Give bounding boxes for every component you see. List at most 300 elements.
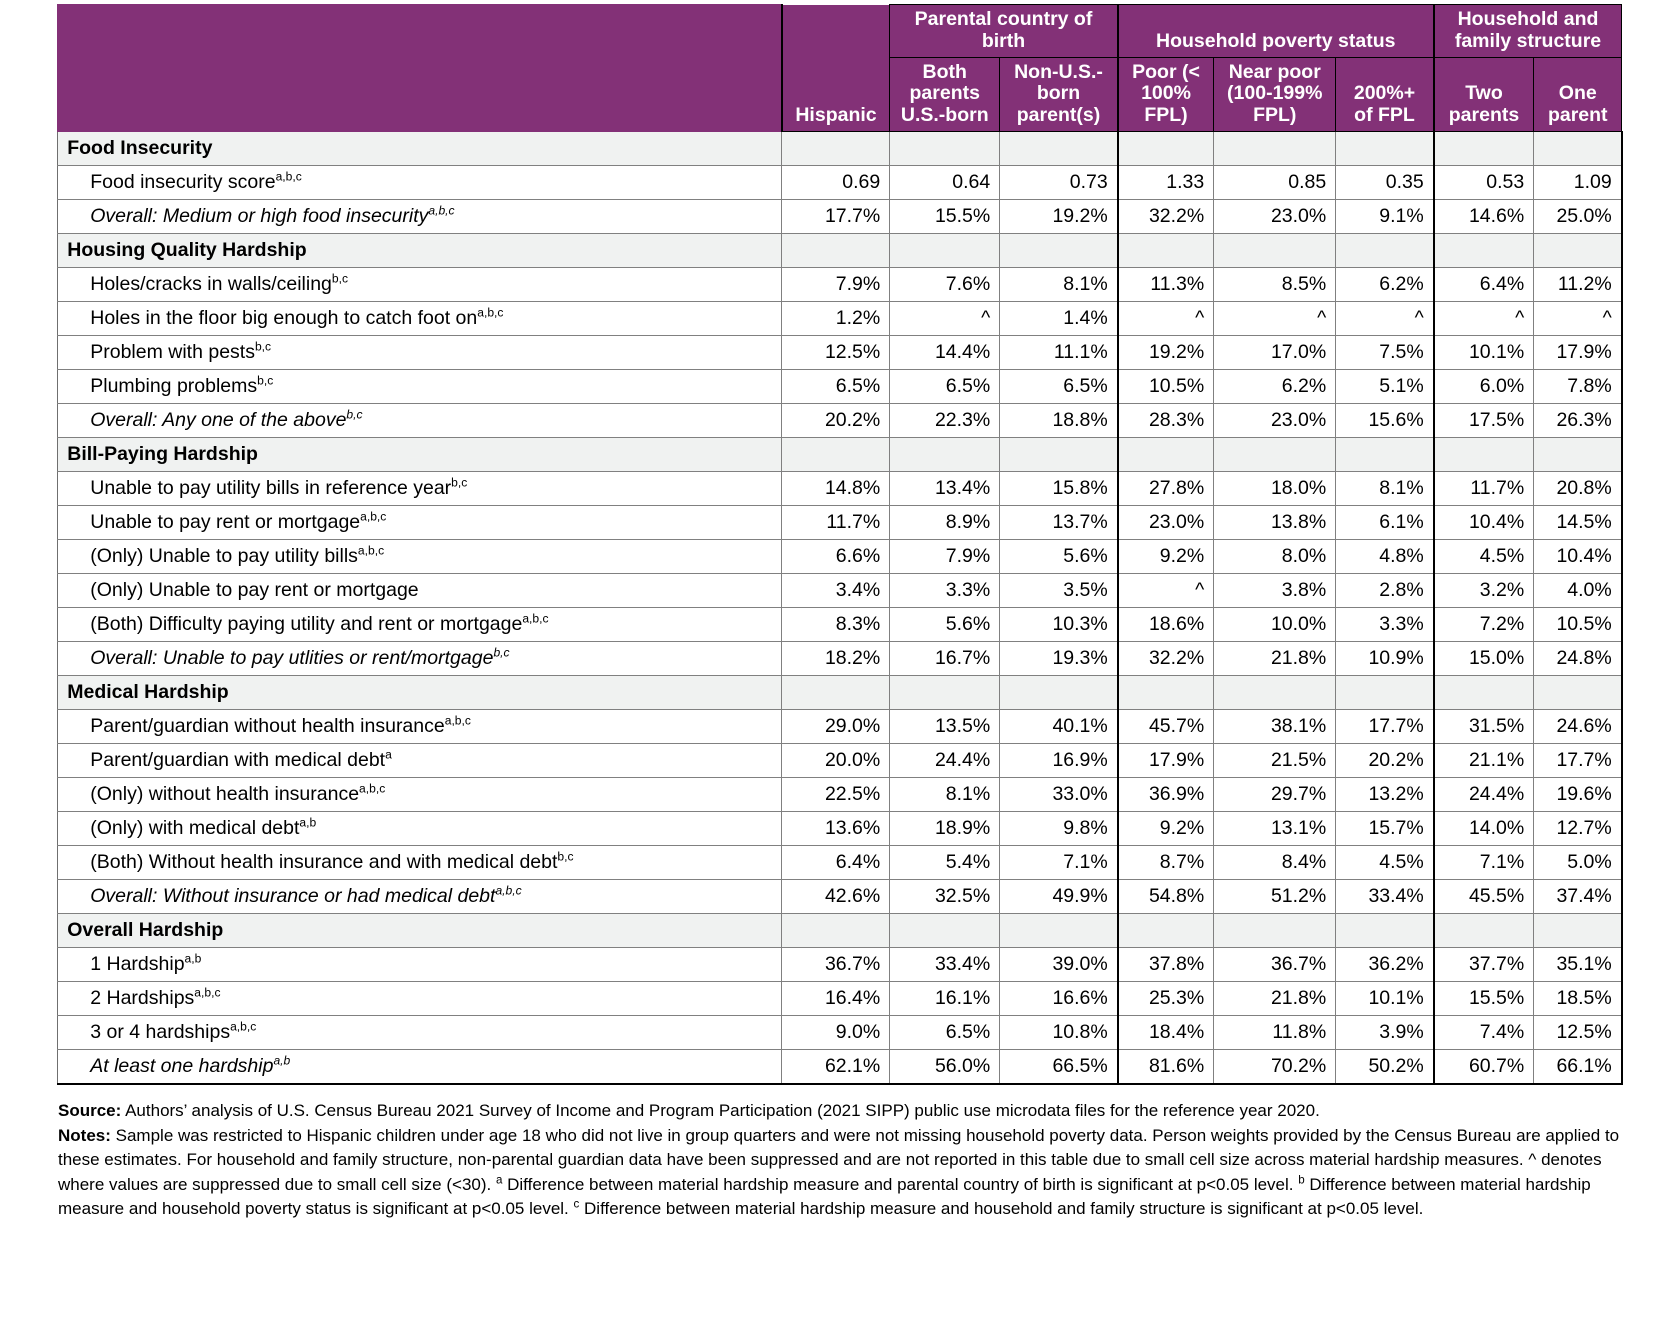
data-cell: 0.64 (890, 166, 1000, 200)
data-cell: 0.85 (1214, 166, 1336, 200)
data-cell: 32.5% (890, 880, 1000, 914)
data-cell: 20.0% (782, 744, 890, 778)
data-cell: 36.7% (782, 948, 890, 982)
row-label-text: 1 Hardship (90, 953, 185, 976)
data-cell: 21.8% (1214, 642, 1336, 676)
data-cell: 15.8% (1000, 472, 1118, 506)
data-cell: 20.8% (1534, 472, 1622, 506)
section-spacer-cell (782, 132, 890, 166)
row-label-text: Unable to pay rent or mortgage (90, 511, 361, 534)
data-cell: 36.7% (1214, 948, 1336, 982)
section-spacer-cell (1434, 676, 1534, 710)
row-label (58, 982, 782, 1016)
data-cell: 14.0% (1434, 812, 1534, 846)
table-row (58, 880, 1622, 914)
data-cell: 10.4% (1434, 506, 1534, 540)
data-cell: 13.2% (1336, 778, 1434, 812)
row-label-text: Unable to pay utility bills in reference year (90, 477, 452, 500)
row-footnote-markers: b,c (451, 475, 468, 490)
row-label-text: Holes/cracks in walls/ceiling (90, 273, 332, 296)
section-spacer-cell (1000, 438, 1118, 472)
row-label (58, 880, 782, 914)
data-cell: 45.7% (1118, 710, 1214, 744)
data-cell: 25.3% (1118, 982, 1214, 1016)
data-cell: ^ (1434, 302, 1534, 336)
row-footnote-markers: b,c (557, 849, 574, 864)
data-cell: 10.5% (1534, 608, 1622, 642)
data-cell: 24.6% (1534, 710, 1622, 744)
header-col-poor: Poor (< 100% FPL) (1118, 57, 1214, 131)
data-cell: 10.5% (1118, 370, 1214, 404)
section-spacer-cell (1118, 234, 1214, 268)
data-cell: 20.2% (782, 404, 890, 438)
row-footnote-markers: a,b,c (230, 1019, 257, 1034)
data-cell: 13.6% (782, 812, 890, 846)
data-cell: 12.5% (1534, 1016, 1622, 1050)
section-header-row (58, 676, 1622, 710)
table-row (58, 336, 1622, 370)
section-spacer-cell (1534, 914, 1622, 948)
row-label-text: At least one hardship (90, 1055, 274, 1078)
data-cell: 14.8% (782, 472, 890, 506)
section-spacer-cell (1118, 132, 1214, 166)
data-cell: 22.5% (782, 778, 890, 812)
data-cell: 23.0% (1118, 506, 1214, 540)
data-cell: ^ (890, 302, 1000, 336)
row-label-text: Overall: Medium or high food insecurity (90, 205, 429, 228)
data-cell: 54.8% (1118, 880, 1214, 914)
data-cell: 7.1% (1434, 846, 1534, 880)
notes-body-line (58, 1124, 1622, 1221)
section-spacer-cell (1000, 914, 1118, 948)
table-row (58, 472, 1622, 506)
section-spacer-cell (890, 438, 1000, 472)
data-cell: 10.1% (1434, 336, 1534, 370)
data-cell: 81.6% (1118, 1050, 1214, 1085)
data-cell: 8.1% (1336, 472, 1434, 506)
data-cell: 7.8% (1534, 370, 1622, 404)
data-cell: 0.69 (782, 166, 890, 200)
section-spacer-cell (1534, 132, 1622, 166)
row-label-text: (Both) Without health insurance and with medical debt (90, 851, 558, 874)
data-cell: 3.3% (890, 574, 1000, 608)
row-footnote-markers: a,b,c (522, 611, 549, 626)
data-cell: 21.1% (1434, 744, 1534, 778)
row-footnote-markers: a,b,c (359, 781, 386, 796)
section-spacer-cell (782, 914, 890, 948)
data-cell: 7.6% (890, 268, 1000, 302)
data-cell: 2.8% (1336, 574, 1434, 608)
data-cell: 9.0% (782, 1016, 890, 1050)
section-spacer-cell (1214, 132, 1336, 166)
data-cell: 16.7% (890, 642, 1000, 676)
table-row (58, 1016, 1622, 1050)
section-spacer-cell (890, 676, 1000, 710)
data-cell: 0.73 (1000, 166, 1118, 200)
data-cell: 18.0% (1214, 472, 1336, 506)
section-title: Overall Hardship (58, 914, 782, 948)
row-footnote-markers: a,b,c (495, 883, 522, 898)
section-spacer-cell (782, 676, 890, 710)
data-cell: 9.2% (1118, 812, 1214, 846)
data-cell: 17.5% (1434, 404, 1534, 438)
table-row (58, 166, 1622, 200)
data-cell: 6.0% (1434, 370, 1534, 404)
table-row (58, 302, 1622, 336)
section-spacer-cell (1434, 132, 1534, 166)
row-footnote-markers: a,b (184, 951, 202, 966)
table-row (58, 370, 1622, 404)
section-spacer-cell (1434, 438, 1534, 472)
data-cell: 19.2% (1118, 336, 1214, 370)
data-cell: 16.1% (890, 982, 1000, 1016)
data-cell: 7.1% (1000, 846, 1118, 880)
table-row (58, 982, 1622, 1016)
table-row (58, 710, 1622, 744)
header-group-household-poverty-status: Household poverty status (1118, 5, 1434, 58)
data-cell: 4.8% (1336, 540, 1434, 574)
header-col-one-parent: One parent (1534, 57, 1622, 131)
data-cell: 15.5% (1434, 982, 1534, 1016)
data-cell: 5.6% (1000, 540, 1118, 574)
data-cell: 14.5% (1534, 506, 1622, 540)
data-cell: 7.9% (890, 540, 1000, 574)
row-label (58, 642, 782, 676)
row-label-text: 3 or 4 hardships (90, 1021, 231, 1044)
row-label (58, 472, 782, 506)
row-label-text: Plumbing problems (90, 375, 258, 398)
data-cell: 7.5% (1336, 336, 1434, 370)
section-spacer-cell (1434, 234, 1534, 268)
header-col-non-us-born-parents: Non-U.S.-born parent(s) (1000, 57, 1118, 131)
data-cell: 6.4% (1434, 268, 1534, 302)
data-cell: 11.2% (1534, 268, 1622, 302)
data-cell: 7.4% (1434, 1016, 1534, 1050)
row-label-text: (Only) Unable to pay utility bills (90, 545, 358, 568)
data-cell: 17.7% (782, 200, 890, 234)
data-cell: 42.6% (782, 880, 890, 914)
row-label-text: 2 Hardships (90, 987, 195, 1010)
table-row (58, 948, 1622, 982)
data-cell: 27.8% (1118, 472, 1214, 506)
data-cell: 13.8% (1214, 506, 1336, 540)
footnote-text-c: Difference between material hardship measure and household and family structure is significant at p<0.05 level. (579, 1198, 1424, 1218)
data-cell: 36.9% (1118, 778, 1214, 812)
data-cell: 14.6% (1434, 200, 1534, 234)
row-label (58, 336, 782, 370)
data-cell: 11.1% (1000, 336, 1118, 370)
data-cell: 16.9% (1000, 744, 1118, 778)
data-cell: 18.2% (782, 642, 890, 676)
header-col-200-plus-fpl: 200%+ of FPL (1336, 57, 1434, 131)
row-label (58, 370, 782, 404)
section-spacer-cell (1336, 676, 1434, 710)
data-cell: 39.0% (1000, 948, 1118, 982)
data-cell: 9.1% (1336, 200, 1434, 234)
section-header-row (58, 914, 1622, 948)
header-group-row (58, 5, 1622, 58)
footnote-text-a: Difference between material hardship measure and parental country of birth is significant at p<0.05 level. (502, 1174, 1294, 1194)
row-label (58, 778, 782, 812)
data-cell: ^ (1336, 302, 1434, 336)
data-cell: 18.6% (1118, 608, 1214, 642)
data-cell: 1.09 (1534, 166, 1622, 200)
row-label (58, 574, 782, 608)
data-cell: 1.2% (782, 302, 890, 336)
row-label-text: Overall: Without insurance or had medical debt (90, 885, 496, 908)
data-cell: 13.5% (890, 710, 1000, 744)
row-label-text: Parent/guardian with medical debt (90, 749, 386, 772)
notes-source-line (58, 1099, 1622, 1123)
row-label (58, 710, 782, 744)
row-footnote-markers: a,b,c (275, 169, 302, 184)
data-cell: 26.3% (1534, 404, 1622, 438)
data-cell: 45.5% (1434, 880, 1534, 914)
header-group-hispanic-blank (782, 5, 890, 58)
data-cell: 5.1% (1336, 370, 1434, 404)
data-cell: 66.1% (1534, 1050, 1622, 1085)
table-row (58, 200, 1622, 234)
data-cell: 13.7% (1000, 506, 1118, 540)
data-cell: 22.3% (890, 404, 1000, 438)
data-cell: 66.5% (1000, 1050, 1118, 1085)
material-hardship-table (57, 4, 1623, 1085)
row-footnote-markers: a,b,c (194, 985, 221, 1000)
data-cell: 8.4% (1214, 846, 1336, 880)
notes-label: Notes: (58, 1126, 111, 1146)
row-label-text: (Both) Difficulty paying utility and rent or mortgage (90, 613, 523, 636)
data-cell: 19.6% (1534, 778, 1622, 812)
table-notes (58, 1099, 1622, 1221)
data-cell: 8.9% (890, 506, 1000, 540)
row-label (58, 948, 782, 982)
section-spacer-cell (1534, 438, 1622, 472)
data-cell: 6.4% (782, 846, 890, 880)
row-label-text: Problem with pests (90, 341, 255, 364)
data-cell: 14.4% (890, 336, 1000, 370)
data-cell: 15.6% (1336, 404, 1434, 438)
table-body (58, 132, 1622, 1085)
data-cell: 9.2% (1118, 540, 1214, 574)
data-cell: 60.7% (1434, 1050, 1534, 1085)
data-cell: 12.5% (782, 336, 890, 370)
data-cell: 17.9% (1534, 336, 1622, 370)
table-row (58, 574, 1622, 608)
section-spacer-cell (1336, 914, 1434, 948)
data-cell: 10.4% (1534, 540, 1622, 574)
section-header-row (58, 438, 1622, 472)
section-header-row (58, 132, 1622, 166)
data-cell: 3.3% (1336, 608, 1434, 642)
section-title: Food Insecurity (58, 132, 782, 166)
footnote-marker-b: b (1298, 1173, 1305, 1186)
row-label-text: Food insecurity score (90, 171, 276, 194)
data-cell: 8.3% (782, 608, 890, 642)
row-label (58, 812, 782, 846)
header-col-two-parents: Two parents (1434, 57, 1534, 131)
data-cell: 51.2% (1214, 880, 1336, 914)
row-label-text: Holes in the floor big enough to catch foot on (90, 307, 478, 330)
section-spacer-cell (1434, 914, 1534, 948)
data-cell: 19.3% (1000, 642, 1118, 676)
data-cell: 13.4% (890, 472, 1000, 506)
data-cell: 33.4% (1336, 880, 1434, 914)
data-cell: 19.2% (1000, 200, 1118, 234)
data-cell: 17.9% (1118, 744, 1214, 778)
data-cell: 4.0% (1534, 574, 1622, 608)
data-cell: 3.5% (1000, 574, 1118, 608)
data-cell: 15.5% (890, 200, 1000, 234)
data-cell: 0.35 (1336, 166, 1434, 200)
data-cell: 17.0% (1214, 336, 1336, 370)
data-cell: 10.9% (1336, 642, 1434, 676)
data-cell: 5.6% (890, 608, 1000, 642)
row-label (58, 166, 782, 200)
data-cell: 18.4% (1118, 1016, 1214, 1050)
data-cell: 32.2% (1118, 642, 1214, 676)
row-label-text: (Only) with medical debt (90, 817, 300, 840)
data-cell: 15.7% (1336, 812, 1434, 846)
data-cell: 3.8% (1214, 574, 1336, 608)
data-cell: ^ (1214, 302, 1336, 336)
data-cell: 7.9% (782, 268, 890, 302)
section-title: Housing Quality Hardship (58, 234, 782, 268)
data-cell: 5.0% (1534, 846, 1622, 880)
table-row (58, 846, 1622, 880)
data-cell: 10.3% (1000, 608, 1118, 642)
data-cell: 56.0% (890, 1050, 1000, 1085)
section-spacer-cell (1214, 438, 1336, 472)
row-footnote-markers: a,b,c (428, 203, 455, 218)
header-col-near-poor: Near poor (100-199% FPL) (1214, 57, 1336, 131)
section-spacer-cell (1214, 676, 1336, 710)
data-cell: 10.0% (1214, 608, 1336, 642)
data-cell: 12.7% (1534, 812, 1622, 846)
data-cell: 18.8% (1000, 404, 1118, 438)
data-cell: 8.0% (1214, 540, 1336, 574)
row-label (58, 200, 782, 234)
table-row (58, 642, 1622, 676)
row-label (58, 268, 782, 302)
section-spacer-cell (1214, 914, 1336, 948)
data-cell: 6.2% (1214, 370, 1336, 404)
row-footnote-markers: a,b,c (444, 713, 471, 728)
data-cell: 3.2% (1434, 574, 1534, 608)
data-cell: 9.8% (1000, 812, 1118, 846)
data-cell: 3.9% (1336, 1016, 1434, 1050)
data-cell: ^ (1118, 574, 1214, 608)
table-header (58, 5, 1622, 132)
data-cell: 33.0% (1000, 778, 1118, 812)
section-spacer-cell (1336, 438, 1434, 472)
section-spacer-cell (1336, 234, 1434, 268)
data-cell: 4.5% (1336, 846, 1434, 880)
data-cell: 10.1% (1336, 982, 1434, 1016)
table-row (58, 608, 1622, 642)
data-cell: 5.4% (890, 846, 1000, 880)
data-cell: 3.4% (782, 574, 890, 608)
section-spacer-cell (1534, 234, 1622, 268)
row-footnote-markers: b,c (331, 271, 349, 286)
data-cell: 6.6% (782, 540, 890, 574)
row-footnote-markers: a,b,c (477, 305, 504, 320)
data-cell: 32.2% (1118, 200, 1214, 234)
data-cell: 1.4% (1000, 302, 1118, 336)
footnote-marker-a: a (495, 1173, 503, 1186)
data-cell: 23.0% (1214, 200, 1336, 234)
data-cell: 6.5% (1000, 370, 1118, 404)
data-cell: 11.7% (1434, 472, 1534, 506)
data-cell: 7.2% (1434, 608, 1534, 642)
notes-source-label: Source: (58, 1101, 122, 1121)
data-cell: 50.2% (1336, 1050, 1434, 1085)
row-label-text: (Only) Unable to pay rent or mortgage (90, 579, 419, 602)
data-cell: 6.2% (1336, 268, 1434, 302)
data-cell: 38.1% (1214, 710, 1336, 744)
table-row (58, 812, 1622, 846)
row-footnote-markers: a (385, 747, 392, 762)
header-col-both-parents-us-born: Both parents U.S.-born (890, 57, 1000, 131)
table-row (58, 404, 1622, 438)
footnote-marker-c: c (573, 1197, 580, 1210)
table-row (58, 778, 1622, 812)
row-footnote-markers: a,b,c (360, 509, 387, 524)
header-col-hispanic: Hispanic (782, 57, 890, 131)
data-cell: 16.6% (1000, 982, 1118, 1016)
data-cell: 18.9% (890, 812, 1000, 846)
data-cell: 11.7% (782, 506, 890, 540)
data-cell: 21.8% (1214, 982, 1336, 1016)
row-label (58, 744, 782, 778)
notes-source-text: Authors’ analysis of U.S. Census Bureau 2021 Survey of Income and Program Participation (2021 SIPP) public use microdata files for the reference year 2020. (125, 1101, 1320, 1121)
section-spacer-cell (1000, 676, 1118, 710)
data-cell: 37.8% (1118, 948, 1214, 982)
data-cell: 20.2% (1336, 744, 1434, 778)
data-cell: 70.2% (1214, 1050, 1336, 1085)
data-cell: 17.7% (1534, 744, 1622, 778)
data-cell: 24.4% (1434, 778, 1534, 812)
data-cell: 16.4% (782, 982, 890, 1016)
table-row (58, 1050, 1622, 1085)
data-cell: 0.53 (1434, 166, 1534, 200)
row-label (58, 608, 782, 642)
row-footnote-markers: a,b (273, 1053, 291, 1068)
data-cell: 11.3% (1118, 268, 1214, 302)
data-cell: 8.7% (1118, 846, 1214, 880)
data-cell: 21.5% (1214, 744, 1336, 778)
table-row (58, 540, 1622, 574)
data-cell: 49.9% (1000, 880, 1118, 914)
footnote-text-b: Difference between material hardship measure and household poverty status is significant at p<0.05 level. (58, 1174, 1591, 1218)
data-cell: 10.8% (1000, 1016, 1118, 1050)
section-header-row (58, 234, 1622, 268)
data-cell: 28.3% (1118, 404, 1214, 438)
row-label-text: Overall: Any one of the above (90, 409, 347, 432)
section-spacer-cell (890, 234, 1000, 268)
notes-main-text: Sample was restricted to Hispanic children under age 18 who did not live in group quarters and were not missing household poverty data. Person weights provided by the Census Bureau are applied to these estimates. For household and family structure, non-parental guardian data have been suppressed and are not reported in this table due to small cell size across material hardship measures. ^ denotes where values are suppressed due to small cell size (<30). (58, 1126, 1620, 1194)
data-cell: 24.4% (890, 744, 1000, 778)
row-label (58, 1050, 782, 1085)
data-cell: 29.0% (782, 710, 890, 744)
section-spacer-cell (890, 914, 1000, 948)
table-row (58, 506, 1622, 540)
data-cell: 18.5% (1534, 982, 1622, 1016)
section-spacer-cell (1118, 676, 1214, 710)
row-label (58, 540, 782, 574)
table-row (58, 744, 1622, 778)
section-spacer-cell (1214, 234, 1336, 268)
data-cell: 8.5% (1214, 268, 1336, 302)
